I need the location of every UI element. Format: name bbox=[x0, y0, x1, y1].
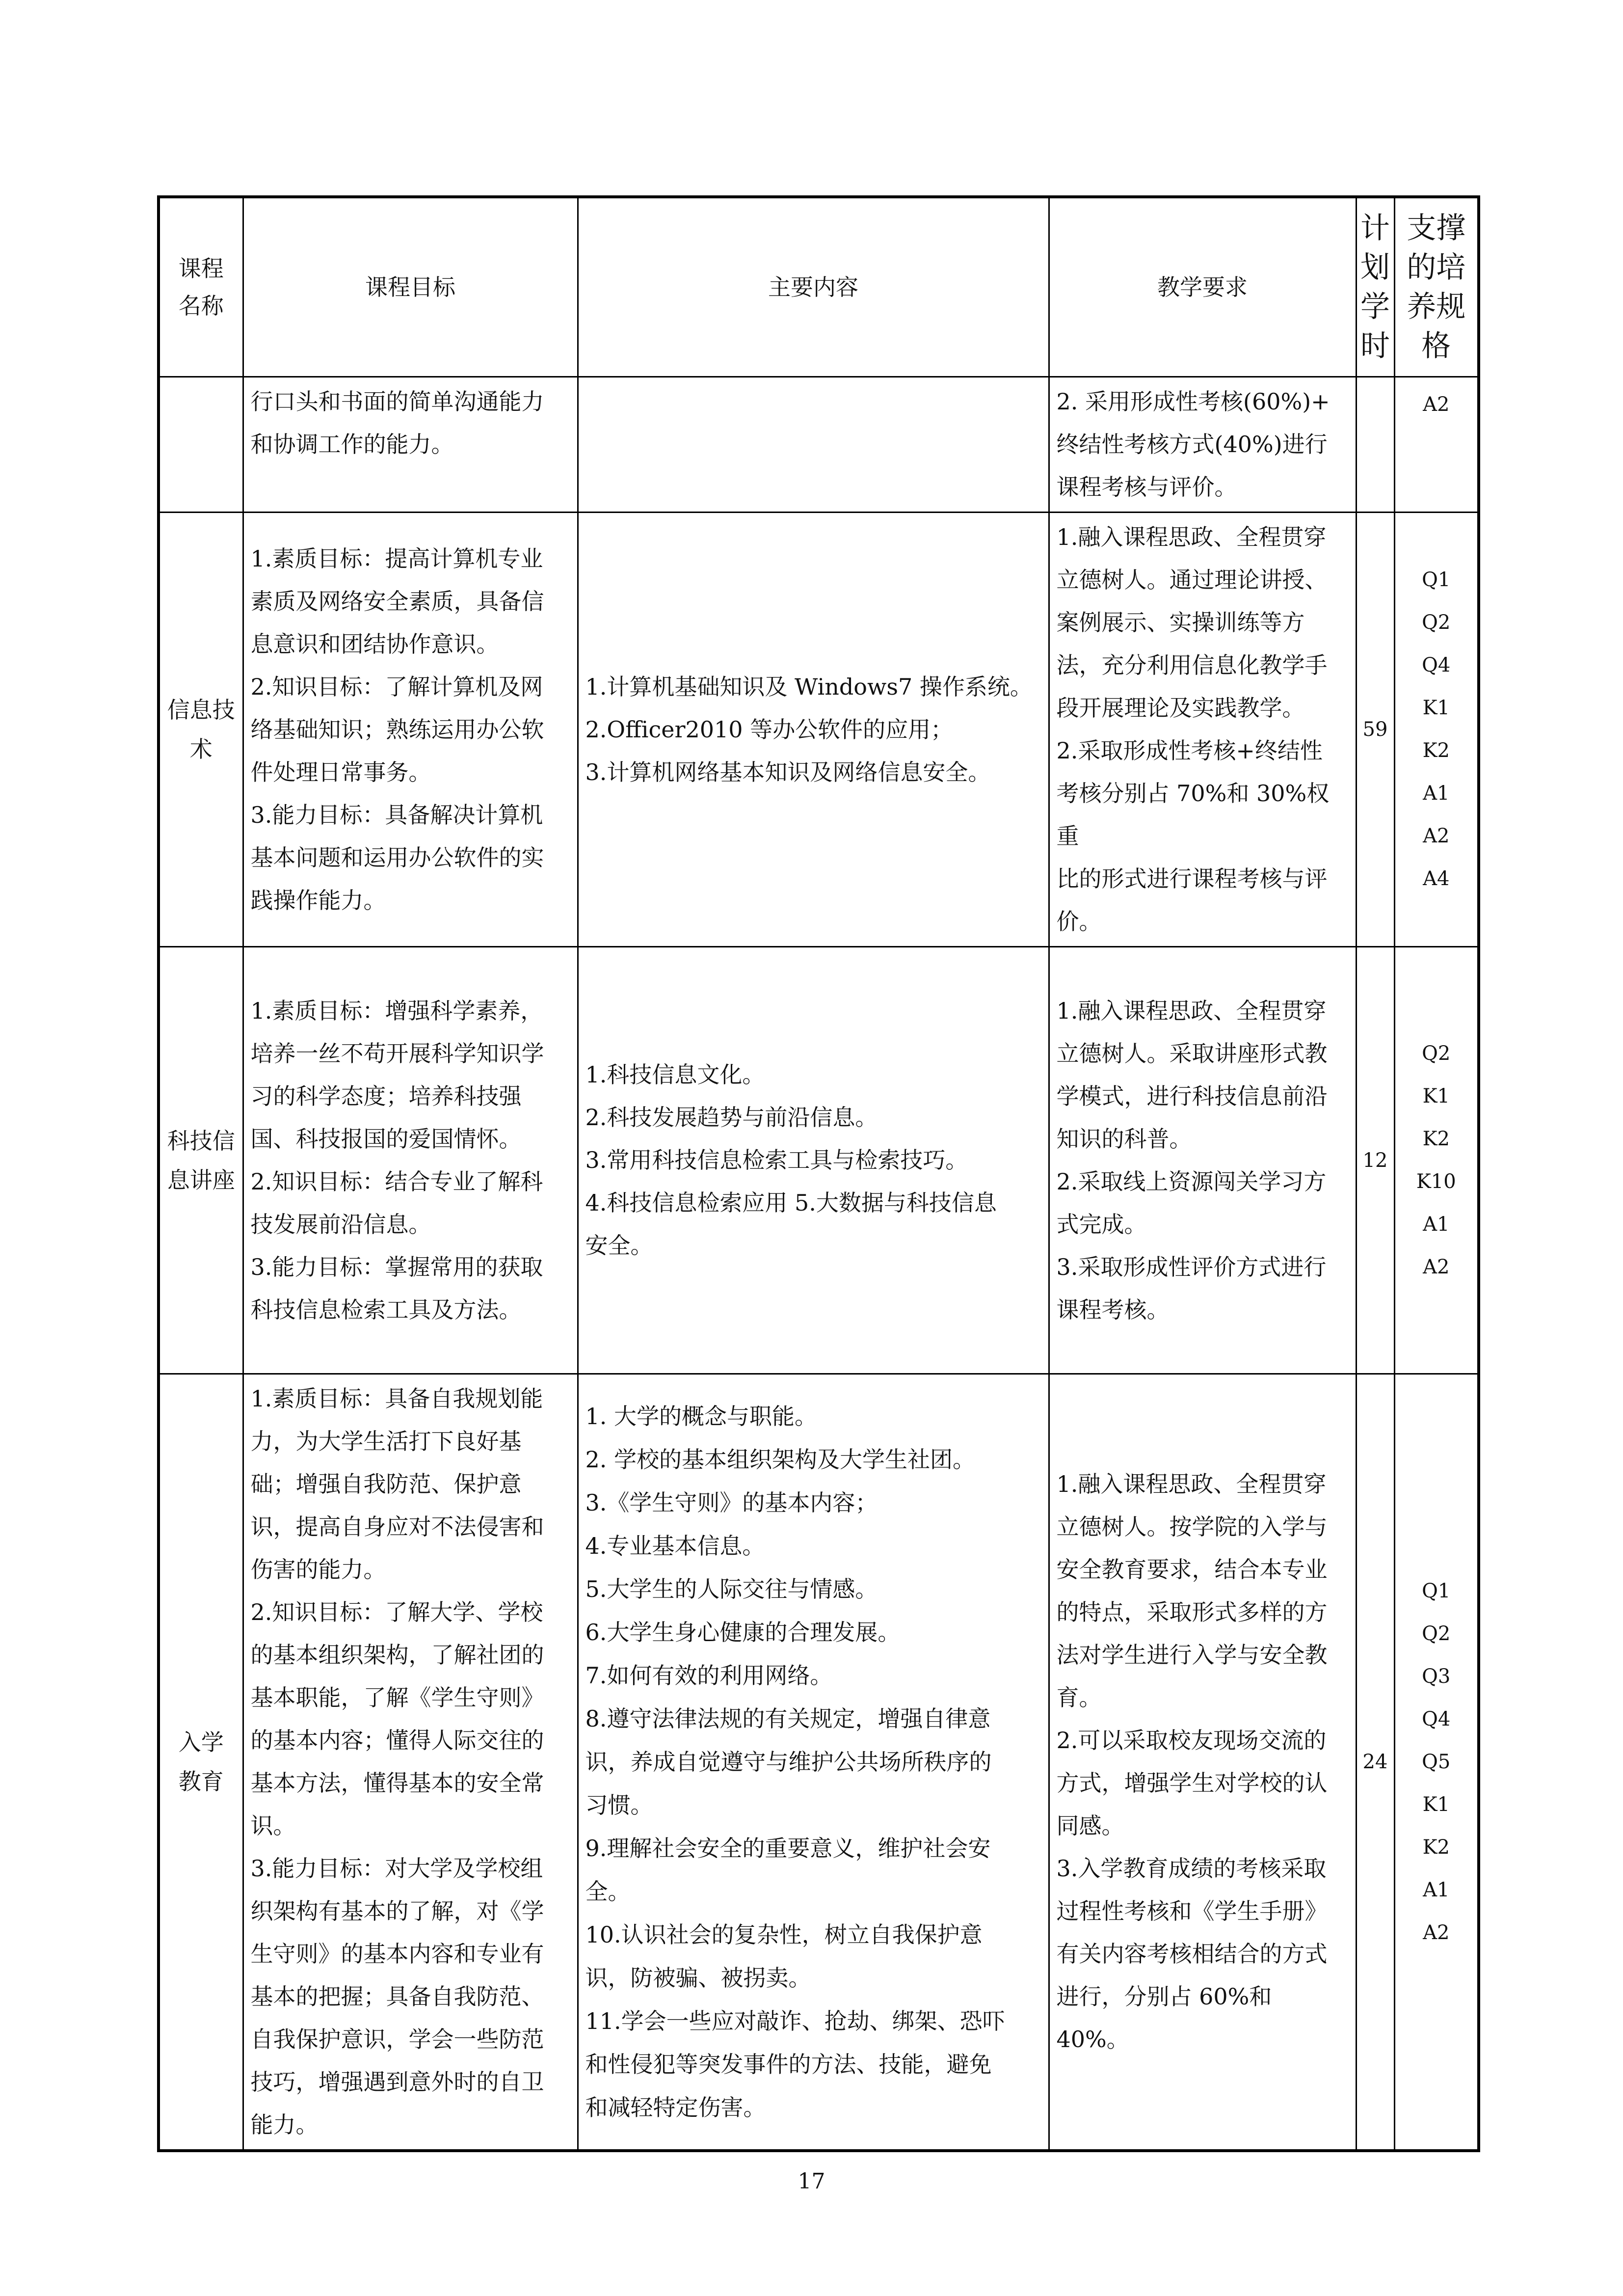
requirement-line: 安全教育要求，结合本专业 bbox=[1056, 1556, 1328, 1583]
header-teaching-requirement: 教学要求 bbox=[1049, 197, 1356, 377]
requirement-line: 1.融入课程思政、全程贯穿 bbox=[1056, 524, 1327, 550]
requirement-line: 2.采取线上资源闯关学习方 bbox=[1056, 1168, 1327, 1195]
planned-hours-cell bbox=[1356, 1374, 1394, 2151]
planned-hours-cell bbox=[1356, 377, 1394, 513]
content-line: 6.大学生身心健康的合理发展。 bbox=[585, 1619, 901, 1646]
content-line: 安全。 bbox=[585, 1232, 653, 1259]
table-header-row bbox=[159, 197, 1479, 377]
content-line: 1.计算机基础知识及 Windows7 操作系统。 bbox=[585, 673, 1033, 700]
requirement-line: 法，充分利用信息化教学手 bbox=[1056, 652, 1328, 678]
table-row bbox=[159, 1374, 1479, 2151]
spec-code: Q4 bbox=[1422, 1707, 1451, 1730]
goal-line: 技发展前沿信息。 bbox=[250, 1211, 431, 1238]
course-name-cell bbox=[159, 513, 243, 947]
header-course-goal: 课程目标 bbox=[243, 197, 578, 377]
spec-code: Q2 bbox=[1422, 1622, 1451, 1645]
goal-line: 基本问题和运用办公软件的实 bbox=[250, 844, 544, 871]
content-line: 习惯。 bbox=[585, 1792, 653, 1818]
teaching-requirement-cell bbox=[1049, 513, 1356, 947]
goal-line: 1.素质目标：具备自我规划能 bbox=[250, 1385, 543, 1412]
goal-line: 识，提高自身应对不法侵害和 bbox=[250, 1513, 544, 1540]
spec-code: Q2 bbox=[1422, 1042, 1451, 1065]
planned-hours: 12 bbox=[1362, 1149, 1388, 1172]
goal-line: 科技信息检索工具及方法。 bbox=[250, 1296, 522, 1323]
requirement-line: 进行，分别占 60%和 40%。 bbox=[1056, 1983, 1272, 2053]
requirement-line: 考核分别占 70%和 30%权重 bbox=[1056, 780, 1330, 849]
content-line: 10.认识社会的复杂性，树立自我保护意 bbox=[585, 1921, 983, 1948]
goal-line: 培养一丝不苟开展科学知识学 bbox=[250, 1040, 544, 1067]
requirement-line: 知识的科普。 bbox=[1056, 1125, 1192, 1152]
spec-code: Q3 bbox=[1422, 1665, 1451, 1688]
content-line: 3.《学生守则》的基本内容； bbox=[585, 1489, 878, 1516]
table-row bbox=[159, 377, 1479, 513]
teaching-requirement-cell bbox=[1049, 947, 1356, 1374]
spec-code: Q1 bbox=[1422, 568, 1451, 591]
spec-code: A1 bbox=[1423, 782, 1450, 805]
table-row bbox=[159, 947, 1479, 1374]
requirement-line: 2.可以采取校友现场交流的 bbox=[1056, 1727, 1327, 1754]
spec-code: Q4 bbox=[1422, 654, 1451, 676]
requirement-line: 2. 采用形成性考核(60%)+ bbox=[1056, 388, 1330, 415]
requirement-line: 3.采取形成性评价方式进行 bbox=[1056, 1253, 1327, 1280]
requirement-line: 法对学生进行入学与安全教 bbox=[1056, 1642, 1328, 1668]
goal-line: 的基本内容；懂得人际交往的 bbox=[250, 1727, 544, 1754]
goal-line: 自我保护意识，学会一些防范 bbox=[250, 2026, 544, 2053]
header-planned-hours: 计 划 学 时 bbox=[1356, 197, 1394, 377]
course-goal-cell bbox=[243, 377, 578, 513]
content-line: 2.科技发展趋势与前沿信息。 bbox=[585, 1104, 878, 1131]
spec-code: A1 bbox=[1423, 1878, 1450, 1901]
goal-line: 3.能力目标：掌握常用的获取 bbox=[250, 1253, 543, 1280]
planned-hours-cell bbox=[1356, 513, 1394, 947]
content-line: 2.Officer2010 等办公软件的应用； bbox=[585, 716, 954, 743]
requirement-line: 式完成。 bbox=[1056, 1211, 1147, 1238]
goal-line: 的基本组织架构，了解社团的 bbox=[250, 1642, 544, 1668]
content-line: 4.专业基本信息。 bbox=[585, 1533, 765, 1559]
goal-line: 国、科技报国的爱国情怀。 bbox=[250, 1125, 522, 1152]
course-name: 科技信 息讲座 bbox=[167, 1127, 235, 1193]
goal-line: 习的科学态度；培养科技强 bbox=[250, 1082, 522, 1109]
planned-hours-cell bbox=[1356, 947, 1394, 1374]
goal-line: 力，为大学生活打下良好基 bbox=[250, 1428, 522, 1455]
table-row bbox=[159, 513, 1479, 947]
requirement-line: 1.融入课程思政、全程贯穿 bbox=[1056, 1471, 1327, 1497]
supported-specs-cell bbox=[1394, 377, 1479, 513]
spec-code: K2 bbox=[1422, 1127, 1450, 1150]
spec-code: K2 bbox=[1422, 1836, 1450, 1859]
requirement-line: 立德树人。采取讲座形式教 bbox=[1056, 1040, 1328, 1067]
spec-code: K10 bbox=[1416, 1170, 1456, 1193]
header-course-name: 课程 名称 bbox=[159, 197, 243, 377]
goal-line: 2.知识目标：了解大学、学校 bbox=[250, 1599, 543, 1625]
spec-code: Q1 bbox=[1422, 1579, 1451, 1602]
goal-line: 2.知识目标：结合专业了解科 bbox=[250, 1168, 543, 1195]
content-line: 全。 bbox=[585, 1878, 631, 1905]
requirement-line: 价。 bbox=[1056, 908, 1102, 935]
requirement-line: 有关内容考核相结合的方式 bbox=[1056, 1941, 1328, 1967]
requirement-line: 案例展示、实操训练等方 bbox=[1056, 609, 1305, 636]
main-content-cell bbox=[578, 1374, 1049, 2151]
teaching-requirement-cell bbox=[1049, 377, 1356, 513]
goal-line: 络基础知识；熟练运用办公软 bbox=[250, 716, 544, 743]
content-line: 和性侵犯等突发事件的方法、技能，避免 bbox=[585, 2051, 992, 2078]
content-line: 3.计算机网络基本知识及网络信息安全。 bbox=[585, 758, 991, 785]
goal-line: 础；增强自我防范、保护意 bbox=[250, 1471, 522, 1497]
course-goal-cell bbox=[243, 513, 578, 947]
requirement-line: 比的形式进行课程考核与评 bbox=[1056, 865, 1328, 892]
course-table bbox=[157, 195, 1480, 2152]
goal-line: 织架构有基本的了解，对《学 bbox=[250, 1898, 544, 1924]
main-content-cell bbox=[578, 377, 1049, 513]
requirement-line: 立德树人。通过理论讲授、 bbox=[1056, 567, 1328, 593]
spec-code: A2 bbox=[1423, 1255, 1450, 1278]
content-line: 1.科技信息文化。 bbox=[585, 1061, 765, 1088]
goal-line: 1.素质目标：提高计算机专业 bbox=[250, 545, 543, 572]
requirement-line: 课程考核。 bbox=[1056, 1296, 1170, 1323]
goal-line: 基本方法，懂得基本的安全常 bbox=[250, 1770, 544, 1796]
content-line: 8.遵守法律法规的有关规定，增强自律意 bbox=[585, 1705, 991, 1732]
main-content-cell bbox=[578, 947, 1049, 1374]
requirement-line: 课程考核与评价。 bbox=[1056, 474, 1237, 500]
goal-line: 基本职能，了解《学生守则》 bbox=[250, 1684, 544, 1711]
header-main-content: 主要内容 bbox=[578, 197, 1049, 377]
goal-line: 1.素质目标：增强科学素养， bbox=[250, 997, 543, 1024]
goal-line: 2.知识目标：了解计算机及网 bbox=[250, 673, 543, 700]
course-name-cell bbox=[159, 1374, 243, 2151]
content-line: 和减轻特定伤害。 bbox=[585, 2094, 766, 2121]
goal-line: 识。 bbox=[250, 1812, 296, 1839]
content-line: 识，养成自觉遵守与维护公共场所秩序的 bbox=[585, 1749, 992, 1775]
requirement-line: 育。 bbox=[1056, 1684, 1102, 1711]
goal-line: 件处理日常事务。 bbox=[250, 758, 431, 785]
content-line: 9.理解社会安全的重要意义，维护社会安 bbox=[585, 1835, 991, 1862]
spec-code: A4 bbox=[1423, 867, 1450, 890]
goal-line: 素质及网络安全素质，具备信 bbox=[250, 588, 544, 615]
spec-code: K2 bbox=[1422, 739, 1450, 762]
content-line: 1. 大学的概念与职能。 bbox=[585, 1403, 818, 1430]
spec-code: K1 bbox=[1422, 1084, 1450, 1107]
course-name: 入学 教育 bbox=[178, 1729, 224, 1795]
spec-code: A2 bbox=[1423, 1921, 1450, 1944]
page-number: 17 bbox=[798, 2169, 825, 2194]
goal-line: 3.能力目标：对大学及学校组 bbox=[250, 1855, 543, 1882]
content-line: 3.常用科技信息检索工具与检索技巧。 bbox=[585, 1147, 968, 1173]
requirement-line: 1.融入课程思政、全程贯穿 bbox=[1056, 997, 1327, 1024]
content-line: 11.学会一些应对敲诈、抢劫、绑架、恐吓 bbox=[585, 2008, 1005, 2034]
goal-line: 技巧，增强遇到意外时的自卫 bbox=[250, 2069, 544, 2095]
content-line: 5.大学生的人际交往与情感。 bbox=[585, 1576, 878, 1602]
goal-line: 和协调工作的能力。 bbox=[250, 431, 454, 458]
main-content-cell bbox=[578, 513, 1049, 947]
goal-line: 3.能力目标：具备解决计算机 bbox=[250, 801, 543, 828]
requirement-line: 学模式，进行科技信息前沿 bbox=[1056, 1082, 1328, 1109]
requirement-line: 过程性考核和《学生手册》 bbox=[1056, 1898, 1328, 1924]
teaching-requirement-cell bbox=[1049, 1374, 1356, 2151]
course-name-cell bbox=[159, 947, 243, 1374]
spec-code: A2 bbox=[1423, 825, 1450, 847]
requirement-line: 的特点，采取形式多样的方 bbox=[1056, 1599, 1328, 1625]
course-goal-cell bbox=[243, 947, 578, 1374]
requirement-line: 3.入学教育成绩的考核采取 bbox=[1056, 1855, 1327, 1882]
goal-line: 能力。 bbox=[250, 2111, 319, 2138]
spec-code: A1 bbox=[1423, 1213, 1450, 1236]
requirement-line: 2.采取形成性考核+终结性 bbox=[1056, 737, 1323, 764]
supported-specs-cell bbox=[1394, 513, 1479, 947]
goal-line: 践操作能力。 bbox=[250, 887, 386, 914]
goal-line: 生守则》的基本内容和专业有 bbox=[250, 1941, 544, 1967]
content-line: 2. 学校的基本组织架构及大学生社团。 bbox=[585, 1446, 976, 1473]
spec-code: A2 bbox=[1423, 393, 1450, 416]
goal-line: 伤害的能力。 bbox=[250, 1556, 386, 1583]
content-line: 识，防被骗、被拐卖。 bbox=[585, 1965, 811, 1991]
requirement-line: 同感。 bbox=[1056, 1812, 1124, 1839]
header-supported-specs: 支撑 的培 养规 格 bbox=[1394, 197, 1479, 377]
course-name-cell bbox=[159, 377, 243, 513]
goal-line: 行口头和书面的简单沟通能力 bbox=[250, 388, 544, 415]
content-line: 4.科技信息检索应用 5.大数据与科技信息 bbox=[585, 1189, 997, 1216]
spec-code: K1 bbox=[1422, 1793, 1450, 1816]
planned-hours: 24 bbox=[1362, 1751, 1388, 1773]
supported-specs-cell bbox=[1394, 1374, 1479, 2151]
requirement-line: 方式，增强学生对学校的认 bbox=[1056, 1770, 1328, 1796]
spec-code: K1 bbox=[1422, 697, 1450, 719]
requirement-line: 段开展理论及实践教学。 bbox=[1056, 695, 1305, 721]
course-name: 信息技 术 bbox=[167, 697, 235, 762]
goal-line: 基本的把握；具备自我防范、 bbox=[250, 1983, 544, 2010]
goal-line: 息意识和团结协作意识。 bbox=[250, 630, 499, 657]
spec-code: Q5 bbox=[1422, 1750, 1451, 1773]
spec-code: Q2 bbox=[1422, 611, 1451, 634]
supported-specs-cell bbox=[1394, 947, 1479, 1374]
course-goal-cell bbox=[243, 1374, 578, 2151]
content-line: 7.如何有效的利用网络。 bbox=[585, 1662, 833, 1689]
planned-hours: 59 bbox=[1362, 718, 1388, 741]
requirement-line: 立德树人。按学院的入学与 bbox=[1056, 1513, 1328, 1540]
requirement-line: 终结性考核方式(40%)进行 bbox=[1056, 431, 1328, 458]
